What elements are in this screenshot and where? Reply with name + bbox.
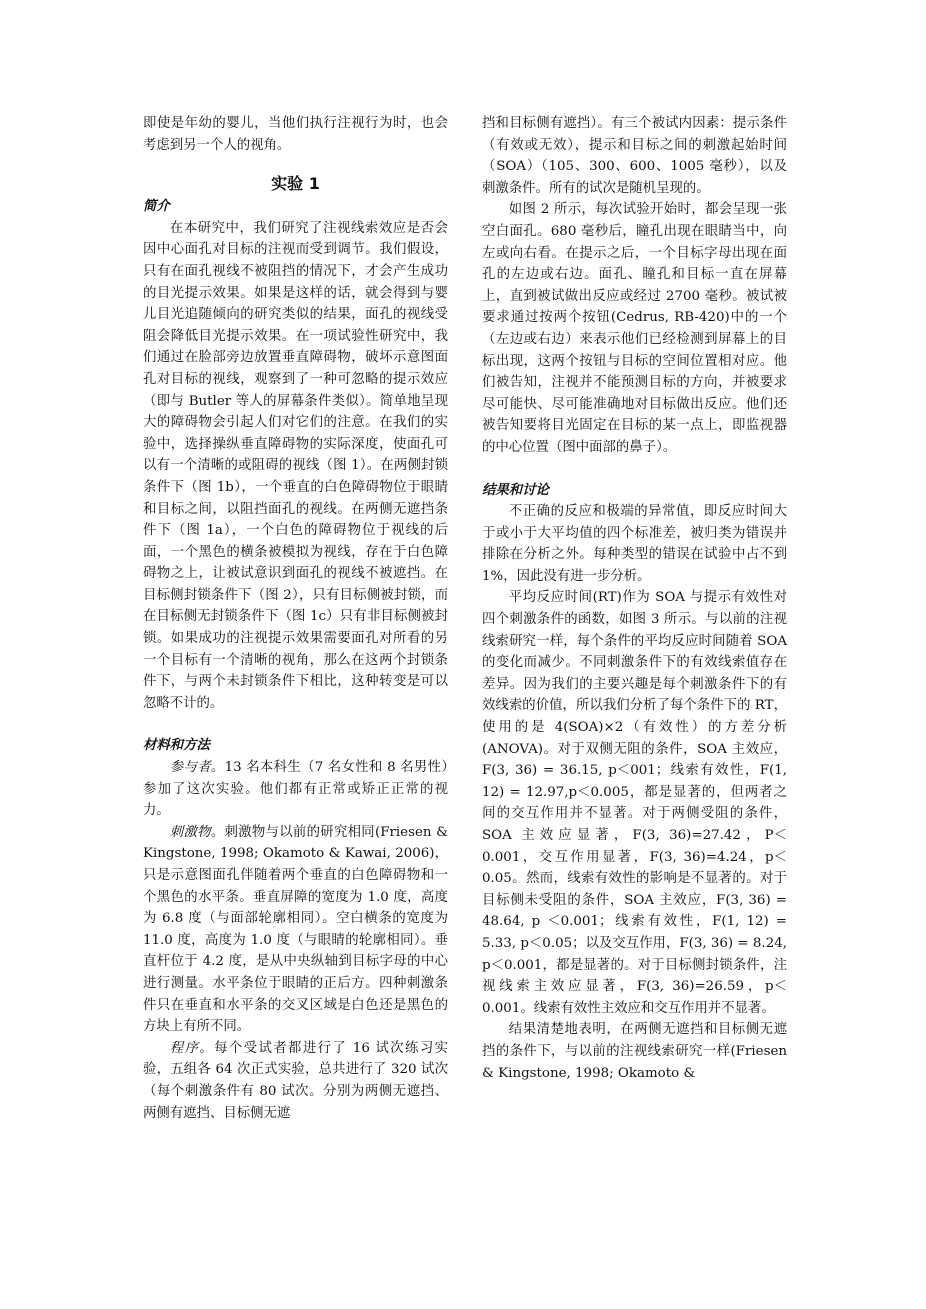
outlier-paragraph: 不正确的反应和极端的异常值，即反应时间大于或小于大平均值的四个标准差，被归类为错误并排除在分析之外。每种类型的错误在试验中占不到 1%，因此没有进一步分析。	[482, 504, 787, 584]
procedure-paragraph	[143, 1038, 448, 1124]
results-heading: 结果和讨论	[482, 482, 549, 498]
experiment-heading: 实验 1	[271, 174, 320, 194]
stimuli-text: 。刺激物与以前的研究相同(Friesen & Kingstone, 1998; Okamoto & Kawai, 2006)，只是示意图面孔伴随着两个垂直的白色障碍物和一个黑色的水平条。垂直屏障的宽度为 1.0 度，高度为 6.8 度（与面部轮廓相同）。空白横条的宽度为 11.0 度，高度为 1.0 度（与眼睛的轮廓相同）。垂直杆位于 4.2 度，是从中央纵轴到目标字母的中心进行测量。水平条位于眼睛的正后方。四种刺激条件只在垂直和水平条的交叉区域是白色还是黑色的方块上有所不同。	[143, 824, 448, 1035]
participants-lead: 参与者	[169, 760, 211, 776]
methods-heading: 材料和方法	[143, 738, 210, 754]
intro-paragraph: 在本研究中，我们研究了注视线索效应是否会因中心面孔对目标的注视而受到调节。我们假设，只有在面孔视线不被阻挡的情况下，才会产生成功的目光提示效果。如果是这样的话，就会得到与婴儿目光追随倾向的研究类似的结果，面孔的视线受阻会降低目光提示效果。在一项试验性研究中，我们通过在脸部旁边放置垂直障碍物，破坏示意图面孔对目标的视线，观察到了一种可忽略的提示效应（即与 Butler 等人的屏幕条件类似）。简单地呈现大的障碍物会引起人们对它们的注意。在我们的实验中，选择操纵垂直障碍物的实际深度，使面孔可以有一个清晰的或阻碍的视线（图 1）。在两侧封锁条件下（图 1b），一个垂直的白色障碍物位于眼睛和目标之间，以阻挡面孔的视线。在两侧无遮挡条件下（图 1a），一个白色的障碍物位于视线的后面，一个黑色的横条被模拟为视线，存在于白色障碍物之上，让被试意识到面孔的视线不被遮挡。在目标侧封锁条件下（图 2），只有目标侧被封锁，而在目标侧无封锁条件下（图 1c）只有非目标侧被封锁。如果成功的注视提示效果需要面孔对所看的另一个目标有一个清晰的视角，那么在这两个封锁条件下，与两个未封锁条件下相比，这种转变是可以忽略不计的。	[143, 220, 448, 711]
procedure-tail-paragraph: 挡和目标侧有遮挡）。有三个被试内因素：提示条件（有效或无效），提示和目标之间的刺激起始时间（SOA）（105、300、600、1005 毫秒），以及刺激条件。所有的试次是随机呈现的。	[482, 116, 787, 196]
stimuli-lead: 刺激物	[169, 824, 211, 840]
intro-tail-paragraph: 即使是年幼的婴儿，当他们执行注视行为时，也会考虑到另一个人的视角。	[143, 116, 448, 153]
conclusion-paragraph: 结果清楚地表明，在两侧无遮挡和目标侧无遮挡的条件下，与以前的注视线索研究一样(Friesen & Kingstone, 1998; Okamoto &	[482, 1022, 787, 1081]
participants-paragraph	[143, 757, 448, 822]
procedure-lead: 程序	[169, 1040, 200, 1056]
intro-heading: 简介	[143, 199, 170, 215]
rt-paragraph: 平均反应时间(RT)作为 SOA 与提示有效性对四个刺激条件的函数，如图 3 所示。与以前的注视线索研究一样，每个条件的平均反应时间随着 SOA 的变化而减少。不同刺激条件下的有效线索值存在差异。因为我们的主要兴趣是每个刺激条件下的有效线索的价值，所以我们分析了每个条件下的 RT，使用的是 4(SOA)×2（有效性）的方差分析(ANOVA)。对于双侧无阻的条件，SOA 主效应，F(3, 36) = 36.15, p＜001；线索有效性，F(1, 12) = 12.97,p＜0.005，都是显著的，但两者之间的交互作用并不显著。对于两侧受阻的条件，SOA 主效应显著，F(3, 36)=27.42，P＜0.001，交互作用显著，F(3, 36)=4.24，p＜0.05。然而，线索有效性的影响是不显著的。对于目标侧未受阻的条件，SOA 主效应，F(3, 36) = 48.64, p ＜0.001；线索有效性，F(1, 12) = 5.33, p＜0.05；以及交互作用，F(3, 36) = 8.24, p＜0.001，都是显著的。对于目标侧封锁条件，注视线索主效应显著，F(3, 36)=26.59，p＜0.001。线索有效性主效应和交互作用并不显著。	[482, 590, 787, 1016]
stimuli-paragraph	[143, 822, 448, 1038]
left-column	[143, 113, 448, 1124]
procedure-text: 。每个受试者都进行了 16 试次练习实验，五组各 64 次正式实验，总共进行了 320 试次（每个刺激条件有 80 试次。分别为两侧无遮挡、两侧有遮挡、目标侧无遮	[143, 1040, 448, 1121]
participants-text: 。13 名本科生（7 名女性和 8 名男性）参加了这次实验。他们都有正常或矫正正常的视力。	[143, 760, 449, 819]
figure2-paragraph: 如图 2 所示，每次试验开始时，都会呈现一张空白面孔。680 毫秒后，瞳孔出现在眼睛当中，向左或向右看。在提示之后，一个目标字母出现在面孔的左边或右边。面孔、瞳孔和目标一直在屏幕上，直到被试做出反应或经过 2700 毫秒。被试被要求通过按两个按钮(Cedrus, RB-420)中的一个（左边或右边）来表示他们已经检测到屏幕上的目标出现，这两个按钮与目标的空间位置相对应。他们被告知，注视并不能预测目标的方向，并被要求尽可能快、尽可能准确地对目标做出反应。他们还被告知要将目光固定在目标的某一点上，即监视器的中心位置（图中面部的鼻子）。	[482, 202, 787, 455]
right-column	[482, 113, 787, 1084]
